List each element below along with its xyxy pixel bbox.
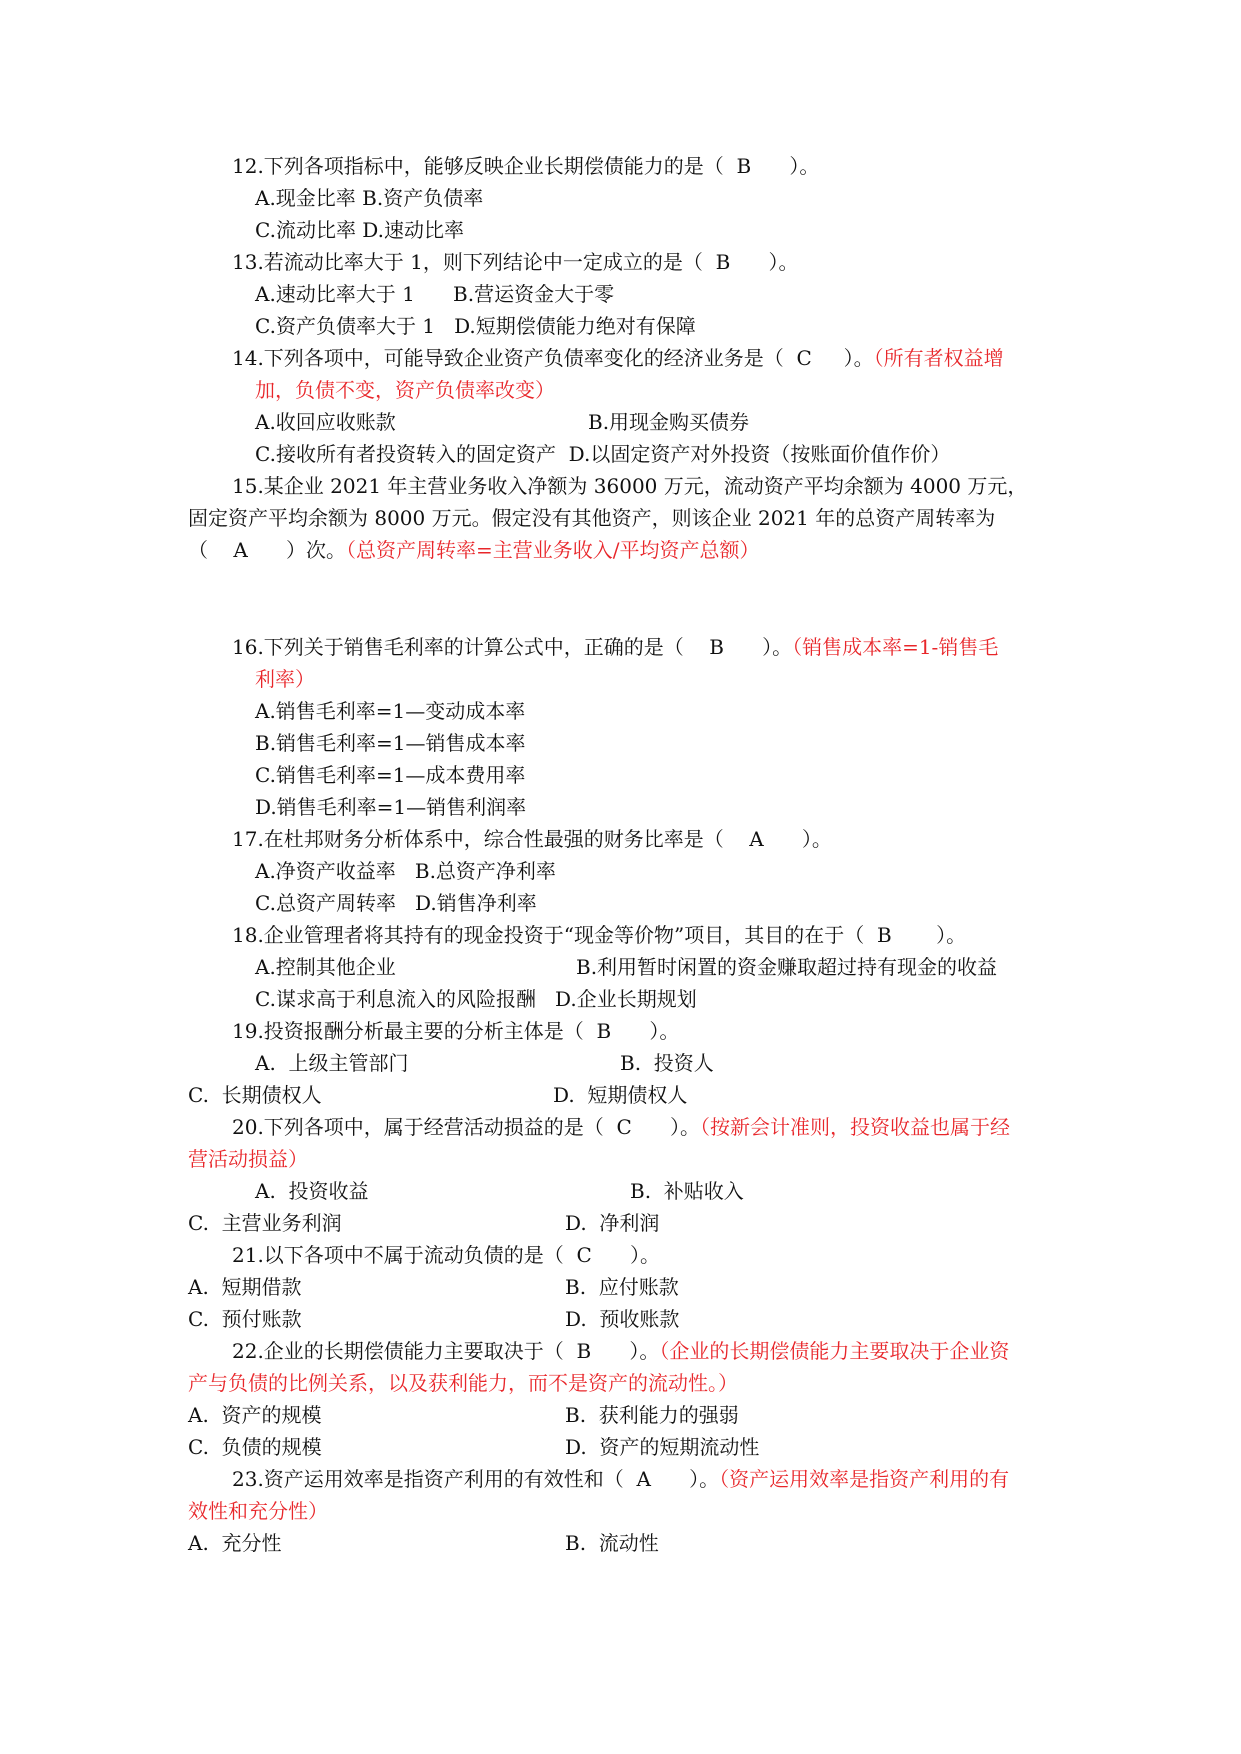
q20-note-cont: 营活动损益） (188, 1147, 308, 1171)
q15-stem-line1: 15.某企业 2021 年主营业务收入净额为 36000 万元，流动资产平均余额为 4000 万元， (232, 474, 1028, 498)
q14-stem-line (232, 343, 1004, 373)
q22-note-cont: 产与负债的比例关系，以及获利能力，而不是资产的流动性。） (188, 1371, 738, 1395)
q15-stem-line3 (188, 535, 760, 565)
q18-stem: 18.企业管理者将其持有的现金投资于“现金等价物”项目，其目的在于（ B ）。 (232, 923, 967, 947)
q17-options-ab: A.净资产收益率 B.总资产净利率 (255, 859, 556, 883)
q22-note: （企业的长期偿债能力主要取决于企业资 (659, 1339, 1010, 1363)
q13-options-ab: A.速动比率大于 1 B.营运资金大于零 (255, 282, 615, 306)
q20-option-c: C. 主营业务利润 (188, 1211, 342, 1235)
q22-option-a: A. 资产的规模 (188, 1403, 322, 1427)
q14-option-a: A.收回应收账款 (255, 410, 396, 434)
q15-note: （总资产周转率=主营业务收入/平均资产总额） (346, 538, 760, 562)
q20-option-a: A. 投资收益 (255, 1179, 369, 1203)
q12-options-ab: A.现金比率 B.资产负债率 (255, 186, 484, 210)
q19-stem: 19.投资报酬分析最主要的分析主体是（ B ）。 (232, 1019, 680, 1043)
q21-stem: 21.以下各项中不属于流动负债的是（ C ）。 (232, 1243, 660, 1267)
q14-option-b: B.用现金购买债券 (588, 410, 750, 434)
q22-option-b: B. 获利能力的强弱 (565, 1403, 739, 1427)
q23-option-a: A. 充分性 (188, 1531, 282, 1555)
q22-stem-line (232, 1336, 1009, 1366)
q13-options-cd: C.资产负债率大于 1 D.短期偿债能力绝对有保障 (255, 314, 696, 338)
q14-options-cd: C.接收所有者投资转入的固定资产 D.以固定资产对外投资（按账面价值作价） (255, 442, 951, 466)
q14-note-cont: 加，负债不变，资产负债率改变） (255, 378, 555, 402)
q21-option-a: A. 短期借款 (188, 1275, 302, 1299)
q16-note-cont: 利率） (255, 667, 315, 691)
q23-stem-line (232, 1464, 1009, 1494)
q23-note-cont: 效性和充分性） (188, 1499, 328, 1523)
q12-options-cd: C.流动比率 D.速动比率 (255, 218, 464, 242)
q18-option-a: A.控制其他企业 (255, 955, 396, 979)
q15-answer: （ A ）次。 (188, 538, 347, 562)
q18-options-cd: C.谋求高于利息流入的风险报酬 D.企业长期规划 (255, 987, 697, 1011)
q19-option-d: D. 短期债权人 (553, 1083, 688, 1107)
q23-stem: 23.资产运用效率是指资产利用的有效性和（ A ）。 (232, 1467, 720, 1491)
q16-option-c: C.销售毛利率=1—成本费用率 (255, 763, 526, 787)
q23-option-b: B. 流动性 (565, 1531, 659, 1555)
q17-options-cd: C.总资产周转率 D.销售净利率 (255, 891, 537, 915)
q20-option-d: D. 净利润 (565, 1211, 660, 1235)
q16-stem: 16.下列关于销售毛利率的计算公式中，正确的是（ B ）。 (232, 635, 793, 659)
q20-note: （按新会计准则，投资收益也属于经 (699, 1115, 1010, 1139)
q22-option-d: D. 资产的短期流动性 (565, 1435, 760, 1459)
q16-option-b: B.销售毛利率=1—销售成本率 (255, 731, 526, 755)
q19-option-c: C. 长期债权人 (188, 1083, 322, 1107)
q13-stem: 13.若流动比率大于 1，则下列结论中一定成立的是（ B ）。 (232, 250, 799, 274)
q20-stem-line (232, 1112, 1010, 1142)
q23-note: （资产运用效率是指资产利用的有 (719, 1467, 1010, 1491)
q12-stem: 12.下列各项指标中，能够反映企业长期偿债能力的是（ B ）。 (232, 154, 820, 178)
q15-stem-line2: 固定资产平均余额为 8000 万元。假定没有其他资产，则该企业 2021 年的总资产周转率为 (188, 506, 996, 530)
q21-option-b: B. 应付账款 (565, 1275, 679, 1299)
q21-option-d: D. 预收账款 (565, 1307, 680, 1331)
q17-stem: 17.在杜邦财务分析体系中，综合性最强的财务比率是（ A ）。 (232, 827, 832, 851)
q22-stem: 22.企业的长期偿债能力主要取决于（ B ）。 (232, 1339, 660, 1363)
q18-option-b: B.利用暂时闲置的资金赚取超过持有现金的收益 (576, 955, 998, 979)
q16-option-d: D.销售毛利率=1—销售利润率 (255, 795, 527, 819)
q19-option-b: B. 投资人 (620, 1051, 714, 1075)
q14-stem: 14.下列各项中，可能导致企业资产负债率变化的经济业务是（ C ）。 (232, 346, 874, 370)
q20-stem: 20.下列各项中，属于经营活动损益的是（ C ）。 (232, 1115, 700, 1139)
q16-note: （销售成本率=1-销售毛 (792, 635, 999, 659)
q16-option-a: A.销售毛利率=1—变动成本率 (255, 699, 526, 723)
q16-stem-line (232, 632, 998, 662)
q14-note: （所有者权益增 (873, 346, 1004, 370)
q21-option-c: C. 预付账款 (188, 1307, 302, 1331)
q20-option-b: B. 补贴收入 (630, 1179, 744, 1203)
q22-option-c: C. 负债的规模 (188, 1435, 322, 1459)
q19-option-a: A. 上级主管部门 (255, 1051, 409, 1075)
